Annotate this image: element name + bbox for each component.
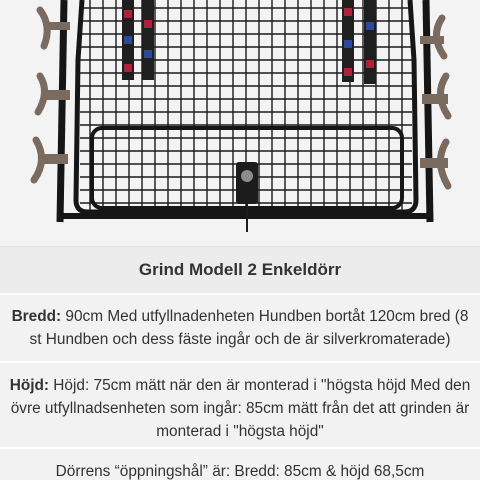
spec-door-opening [0,449,480,480]
spec-width-text: 90cm Med utfyllnadenheten Hundben bortåt 120cm bred (8 st Hundben och dess fäste ingår och de är silverkromaterade) [29,308,469,348]
spec-height [0,363,480,447]
spec-height-text: Höjd: 75cm mätt när den är monterad i "högsta höjd Med den övre utfyllnadsenheten som ingår: 85cm mätt från det att grinden är monterad i "högsta höjd" [10,377,471,440]
spec-door-opening-text: Dörrens “öppningshål” är: Bredd: 85cm & höjd 68,5cm [55,463,425,480]
spec-height-label: Höjd: [9,377,50,394]
spec-width [0,295,480,361]
product-title-text: Grind Modell 2 Enkeldörr [138,260,342,279]
product-title [0,247,480,293]
spec-width-label: Bredd: [11,308,62,325]
